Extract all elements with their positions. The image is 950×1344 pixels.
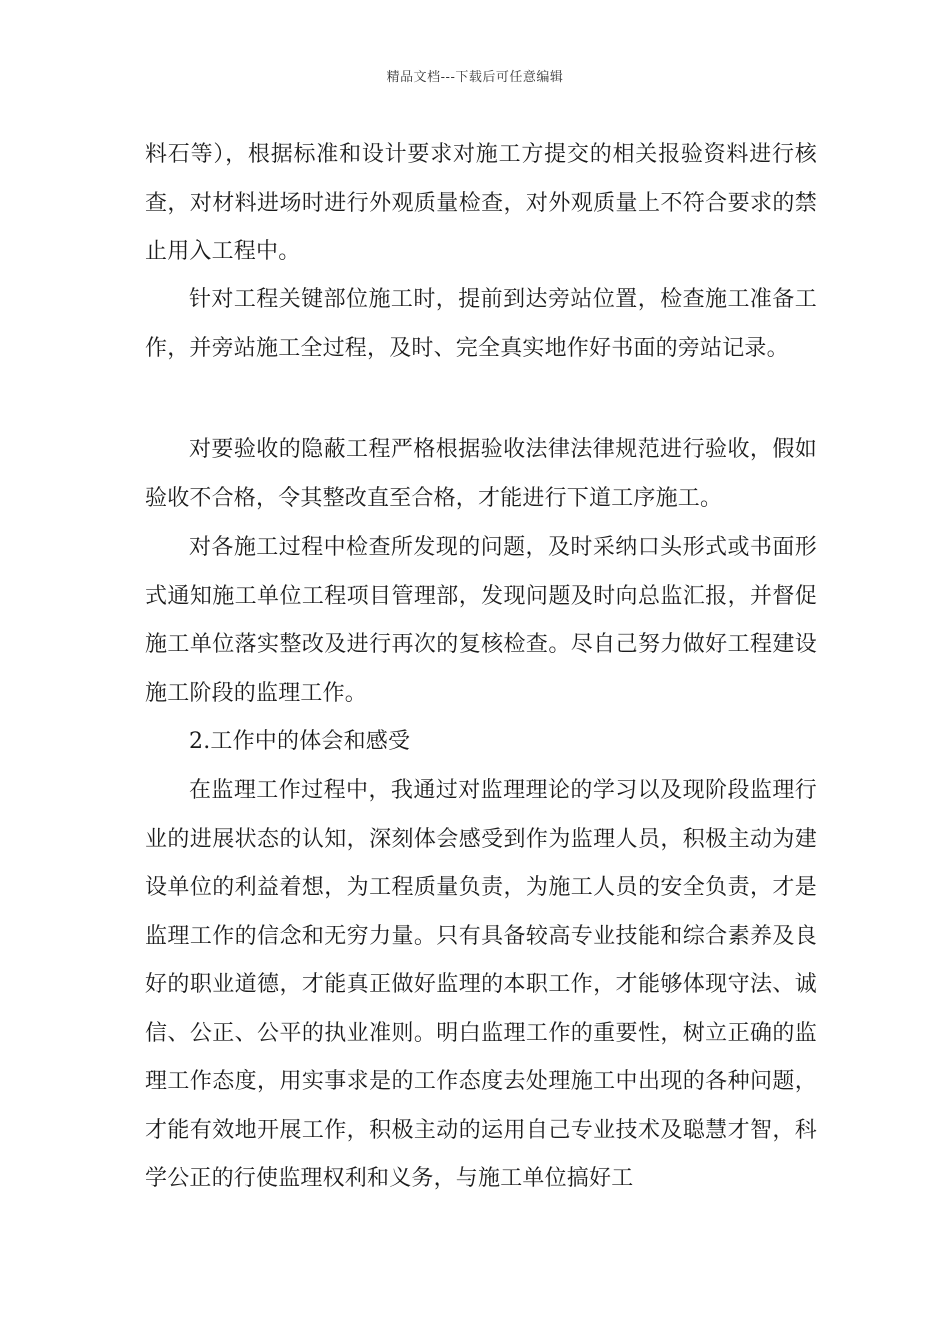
paragraph-key-part-supervision: 针对工程关键部位施工时，提前到达旁站位置，检查施工准备工作，并旁站施工全过程，及时、完全真实地作好书面的旁站记录。 <box>145 287 817 361</box>
paragraph-work-experience: 在监理工作过程中，我通过对监理理论的学习以及现阶段监理行业的进展状态的认知，深刻体会感受到作为监理人员，积极主动为建设单位的利益着想，为工程质量负责，为施工人员的安全负责，才是监理工作的信念和无穷力量。只有具备较高专业技能和综合素养及良好的职业道德，才能真正做好监理的本职工作，才能够体现守法、诚信、公正、公平的执业准则。明白监理工作的重要性，树立正确的监理工作态度，用实事求是的工作态度去处理施工中出现的各种问题，才能有效地开展工作，积极主动的运用自己专业技术及聪慧才智，科学公正的行使监理权利和义务，与施工单位搞好工 <box>145 778 817 1191</box>
paragraph-materials-check: 料石等），根据标准和设计要求对施工方提交的相关报验资料进行核查，对材料进场时进行外观质量检查，对外观质量上不符合要求的禁止用入工程中。 <box>145 142 817 264</box>
paragraph-problem-handling: 对各施工过程中检查所发现的问题，及时采纳口头形式或书面形式通知施工单位工程项目管理部，发现问题及时向总监汇报，并督促施工单位落实整改及进行再次的复核检查。尽自己努力做好工程建设施工阶段的监理工作。 <box>145 535 817 706</box>
paragraph-hidden-works-acceptance: 对要验收的隐蔽工程严格根据验收法律法律规范进行验收，假如验收不合格，令其整改直至合格，才能进行下道工序施工。 <box>145 437 817 511</box>
section-heading-experience: 2.工作中的体会和感受 <box>189 729 411 754</box>
page-header: 精品文档---下载后可任意编辑 <box>386 70 564 85</box>
